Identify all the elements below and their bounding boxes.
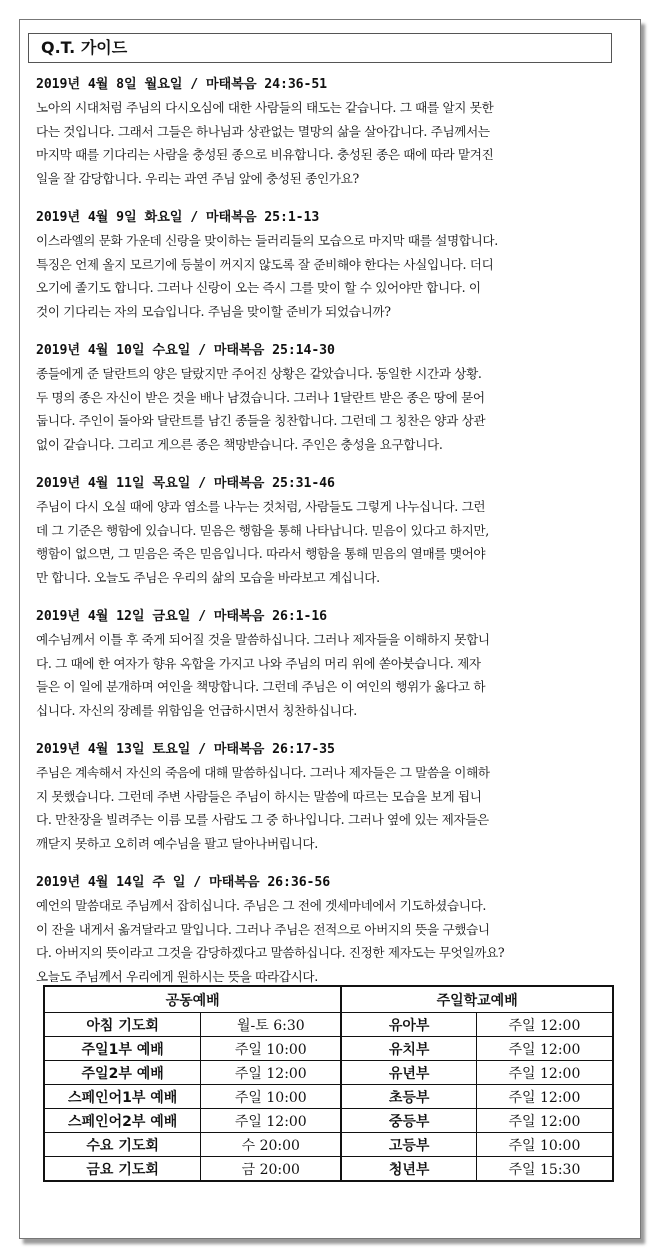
- qt-entries: [36, 74, 616, 1005]
- entry-title: 2019년 4월 8일 월요일 / 마태복음 24:36-51: [36, 77, 328, 92]
- entry-body-line: 지 못했습니다. 그런데 주변 사람들은 주님이 하시는 말씀에 따르는 모습을 보게 됩니: [36, 788, 482, 804]
- service-time: 월-토 6:30: [201, 1013, 342, 1037]
- service-name: 스페인어2부 예배: [44, 1109, 201, 1133]
- department-name: 초등부: [341, 1085, 476, 1109]
- department-name: 유년부: [341, 1061, 476, 1085]
- service-time: 주일 12:00: [201, 1061, 342, 1085]
- entry-body-line: 노아의 시대처럼 주님의 다시오심에 대한 사람들의 태도는 같습니다. 그 때를 알지 못한: [36, 100, 494, 115]
- entry-body-line: 이 잔을 내게서 옮겨달라고 말입니다. 그러나 주님은 전적으로 아버지의 뜻을 구했습니: [36, 921, 490, 937]
- entry-body-line: 종들에게 준 달란트의 양은 달랐지만 주어진 상황은 같았습니다. 동일한 시간과 상황.: [36, 366, 482, 381]
- entry-body-line: 예언의 말씀대로 주님께서 잡히십니다. 주님은 그 전에 겟세마네에서 기도하셨습니다.: [36, 898, 487, 913]
- entry-body-line: 두 명의 종은 자신이 받은 것을 배나 남겼습니다. 그러나 1달란트 받은 종은 땅에 묻어: [36, 389, 485, 405]
- service-time: 주일 10:00: [201, 1037, 342, 1061]
- schedule-header-row: [44, 986, 613, 1013]
- service-name: 주일2부 예배: [44, 1061, 201, 1085]
- service-name: 주일1부 예배: [44, 1037, 201, 1061]
- qt-entry: [36, 606, 616, 722]
- entry-body-line: 다는 것입니다. 그래서 그들은 하나님과 상관없는 멸망의 삶을 살아갑니다. 주님께서는: [36, 123, 490, 139]
- schedule-row: [44, 1133, 613, 1157]
- qt-entry: [36, 739, 616, 855]
- service-time: 주일 10:00: [201, 1085, 342, 1109]
- qt-entry: [36, 340, 616, 456]
- entry-body-line: 예수님께서 이틀 후 죽게 되어질 것을 말씀하십니다. 그러나 제자들을 이해하지 못합니: [36, 632, 490, 647]
- schedule-row: [44, 1061, 613, 1085]
- department-name: 유아부: [341, 1013, 476, 1037]
- department-time: 주일 15:30: [476, 1157, 613, 1182]
- entry-title: 2019년 4월 13일 토요일 / 마태복음 26:17-35: [36, 742, 335, 757]
- entry-body-line: 다. 그 때에 한 여자가 향유 옥합을 가지고 나와 주님의 머리 위에 쏟아붓습니다. 제자: [36, 655, 481, 671]
- entry-body-line: 이스라엘의 문화 가운데 신랑을 맞이하는 들러리들의 모습으로 마지막 때를 설명합니다.: [36, 233, 498, 248]
- entry-title: 2019년 4월 10일 수요일 / 마태복음 25:14-30: [36, 343, 335, 358]
- department-time: 주일 12:00: [476, 1013, 613, 1037]
- entry-body-line: 둡니다. 주인이 돌아와 달란트를 남긴 종들을 칭찬합니다. 그런데 그 칭찬은 양과 상관: [36, 413, 486, 428]
- service-name: 스페인어1부 예배: [44, 1085, 201, 1109]
- department-name: 청년부: [341, 1157, 476, 1182]
- qt-entry: [36, 872, 616, 988]
- qt-guide-header: [28, 33, 612, 63]
- entry-body-line: 특징은 언제 올지 모르기에 등불이 꺼지지 않도록 잘 준비해야 한다는 사실입니다. 더디: [36, 256, 494, 272]
- service-name: 아침 기도회: [44, 1013, 201, 1037]
- service-time: 주일 12:00: [201, 1109, 342, 1133]
- service-time: 수 20:00: [201, 1133, 342, 1157]
- entry-title: 2019년 4월 14일 주 일 / 마태복음 26:36-56: [36, 875, 331, 890]
- department-time: 주일 12:00: [476, 1085, 613, 1109]
- entry-body-line: 만 합니다. 오늘도 주님은 우리의 삶의 모습을 바라보고 계십니다.: [36, 569, 380, 585]
- entry-body-line: 데 그 기준은 행함에 있습니다. 믿음은 행함을 통해 나타납니다. 믿음이 있다고 하지만,: [36, 522, 489, 538]
- department-name: 고등부: [341, 1133, 476, 1157]
- qt-entry: [36, 207, 616, 323]
- service-name: 수요 기도회: [44, 1133, 201, 1157]
- schedule-row: [44, 1157, 613, 1182]
- entry-body-line: 것이 기다리는 자의 모습입니다. 주님을 맞이할 준비가 되었습니까?: [36, 303, 391, 319]
- department-time: 주일 12:00: [476, 1061, 613, 1085]
- entry-body-line: 오늘도 주님께서 우리에게 원하시는 뜻을 따라갑시다.: [36, 968, 318, 984]
- entry-body-line: 없이 같습니다. 그리고 게으른 종은 책망받습니다. 주인은 충성을 요구합니다.: [36, 436, 443, 452]
- entry-body-line: 일을 잘 감당합니다. 우리는 과연 주님 앞에 충성된 종인가요?: [36, 170, 359, 186]
- department-name: 유치부: [341, 1037, 476, 1061]
- entry-body-line: 주님은 계속해서 자신의 죽음에 대해 말씀하십니다. 그러나 제자들은 그 말씀을 이해하: [36, 765, 490, 780]
- entry-body-line: 다. 만찬장을 빌려주는 이름 모를 사람도 그 중 하나입니다. 그러나 옆에 있는 제자들은: [36, 812, 489, 827]
- service-time: 금 20:00: [201, 1157, 342, 1182]
- entry-body-line: 깨닫지 못하고 오히려 예수님을 팔고 달아나버립니다.: [36, 835, 318, 851]
- department-time: 주일 12:00: [476, 1109, 613, 1133]
- qt-entry: [36, 74, 616, 190]
- entry-body-line: 마지막 때를 기다리는 사람을 충성된 종으로 비유합니다. 충성된 종은 때에 따라 맡겨진: [36, 147, 494, 162]
- sunday-school-header: 주일학교예배: [341, 986, 613, 1013]
- department-name: 중등부: [341, 1109, 476, 1133]
- entry-body-line: 들은 이 일에 분개하며 여인을 책망합니다. 그런데 주님은 이 여인의 행위가 옳다고 하: [36, 679, 486, 694]
- entry-body-line: 십니다. 자신의 장례를 위함임을 언급하시면서 칭찬하십니다.: [36, 702, 357, 718]
- department-time: 주일 12:00: [476, 1037, 613, 1061]
- service-name: 금요 기도회: [44, 1157, 201, 1182]
- entry-title: 2019년 4월 11일 목요일 / 마태복음 25:31-46: [36, 476, 335, 491]
- worship-schedule-table: [43, 985, 614, 1182]
- schedule-row: [44, 1109, 613, 1133]
- entry-body-line: 오기에 졸기도 합니다. 그러나 신랑이 오는 즉시 그를 맞이 할 수 있어야만 합니다. 이: [36, 280, 481, 295]
- joint-worship-header: 공동예배: [44, 986, 341, 1013]
- schedule-row: [44, 1013, 613, 1037]
- entry-title: 2019년 4월 12일 금요일 / 마태복음 26:1-16: [36, 609, 328, 624]
- qt-entry: [36, 473, 616, 589]
- entry-body-line: 다. 아버지의 뜻이라고 그것을 감당하겠다고 말씀하십니다. 진정한 제자도는 무엇일까요?: [36, 945, 505, 960]
- schedule-row: [44, 1085, 613, 1109]
- department-time: 주일 10:00: [476, 1133, 613, 1157]
- entry-body-line: 행함이 없으면, 그 믿음은 죽은 믿음입니다. 따라서 행함을 통해 믿음의 열매를 맺어야: [36, 546, 486, 561]
- schedule-row: [44, 1037, 613, 1061]
- entry-title: 2019년 4월 9일 화요일 / 마태복음 25:1-13: [36, 210, 320, 225]
- qt-guide-title: Q.T. 가이드: [41, 38, 128, 57]
- entry-body-line: 주님이 다시 오실 때에 양과 염소를 나누는 것처럼, 사람들도 그렇게 나누십니다. 그런: [36, 499, 486, 514]
